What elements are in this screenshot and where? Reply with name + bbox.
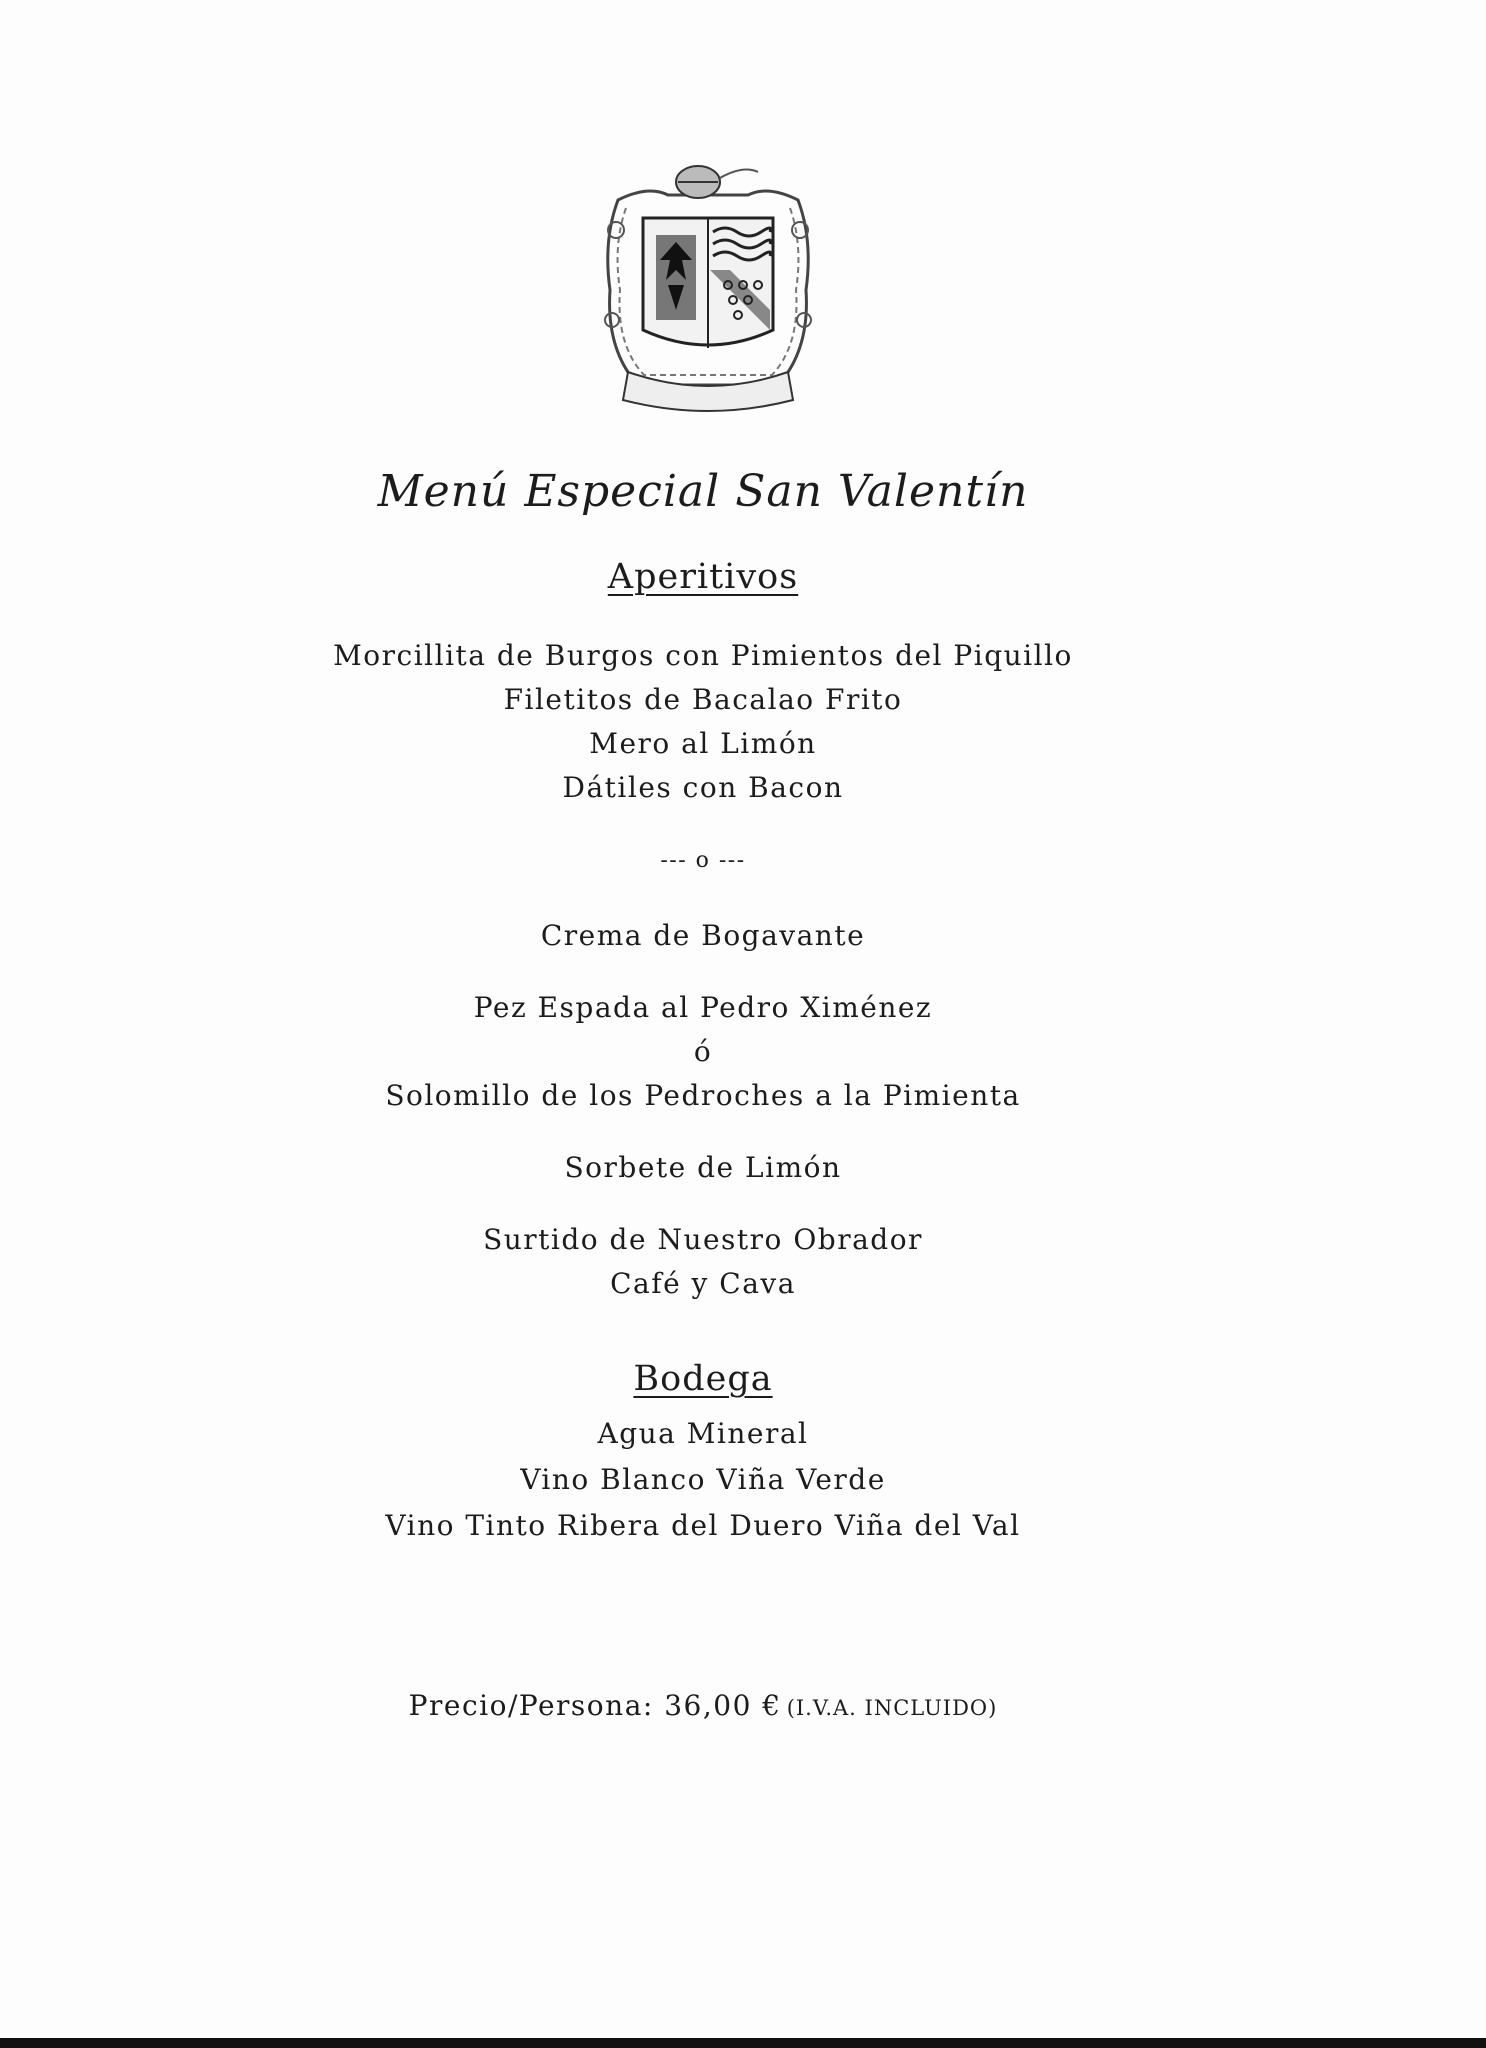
menu-item: Morcillita de Burgos con Pimientos del Piquillo [333,639,1073,672]
coat-of-arms-icon [598,160,818,420]
or-separator: ó [693,1035,713,1068]
menu-item-main-2: Solomillo de los Pedroches a la Pimienta [385,1079,1021,1112]
menu-item-coffee: Café y Cava [610,1267,796,1300]
menu-item-main-1: Pez Espada al Pedro Ximénez [473,991,933,1024]
drink-item: Vino Blanco Viña Verde [520,1463,886,1496]
price-line [0,1689,1406,1722]
menu-item: Dátiles con Bacon [562,771,844,804]
menu-item-dessert: Surtido de Nuestro Obrador [483,1223,923,1256]
scan-edge [0,2038,1486,2048]
drink-item: Agua Mineral [597,1417,809,1450]
menu-item: Filetitos de Bacalao Frito [503,683,903,716]
price-label: Precio/Persona: 36,00 € [408,1689,782,1722]
menu-item-sorbet: Sorbete de Limón [564,1151,842,1184]
menu-item-soup: Crema de Bogavante [540,919,866,952]
separator: --- o --- [660,848,746,873]
section-heading-aperitivos: Aperitivos [607,557,799,597]
section-heading-bodega: Bodega [633,1359,773,1399]
page-title: Menú Especial San Valentín [377,466,1029,517]
menu-item: Mero al Limón [589,727,817,760]
drink-item: Vino Tinto Ribera del Duero Viña del Val [385,1509,1021,1542]
price-note: (I.V.A. INCLUIDO) [786,1696,998,1720]
